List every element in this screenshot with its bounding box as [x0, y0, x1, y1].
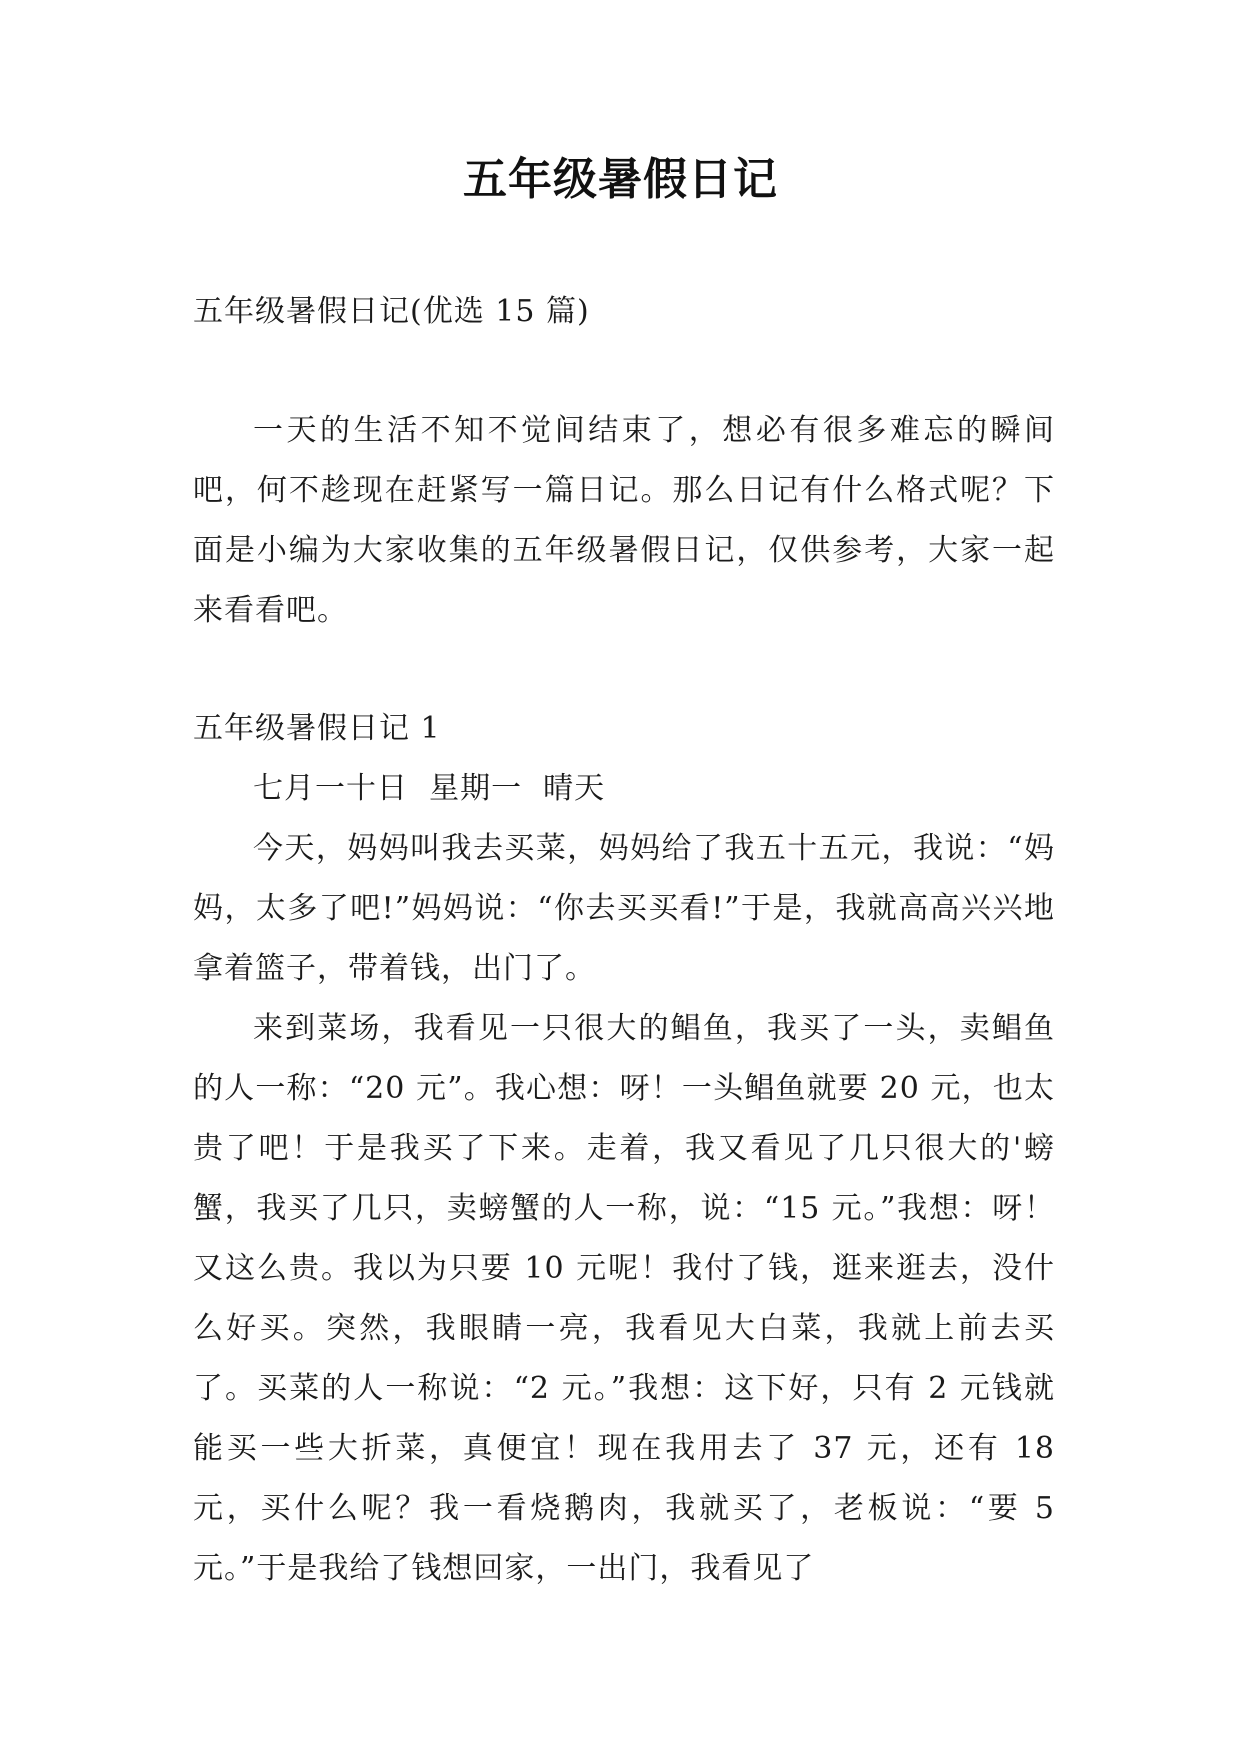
diary-paragraph: 来到菜场，我看见一只很大的鲳鱼，我买了一头，卖鲳鱼的人一称：“20 元”。我心想：呀！一头鲳鱼就要 20 元，也太贵了吧！于是我买了下来。走着，我又看见了几只很大的'螃蟹，我买了几只，卖螃蟹的人一称，说：“15 元。”我想：呀！又这么贵。我以为只要 10 元呢！我付了钱，逛来逛去，没什么好买。突然，我眼睛一亮，我看见大白菜，我就上前去买了。买菜的人一称说：“2 元。”我想：这下好，只有 2 元钱就能买一些大折菜，真便宜！现在我用去了 37 元，还有 18 元，买什么呢？我一看烧鹅肉，我就买了，老板说：“要 5 元。”于是我给了钱想回家，一出门，我看见了 — [193, 1011, 1055, 1586]
document-body — [193, 282, 1055, 1599]
diary-date-line: 七月一十日 星期一 晴天 — [253, 771, 606, 806]
intro-paragraph: 一天的生活不知不觉间结束了，想必有很多难忘的瞬间吧，何不趁现在赶紧写一篇日记。那么日记有什么格式呢？下面是小编为大家收集的五年级暑假日记，仅供参考，大家一起来看看吧。 — [193, 413, 1055, 628]
document-subtitle: 五年级暑假日记(优选 15 篇) — [193, 294, 590, 329]
diary-paragraph: 今天，妈妈叫我去买菜，妈妈给了我五十五元，我说：“妈妈，太多了吧!”妈妈说：“你去买买看!”于是，我就高高兴兴地拿着篮子，带着钱，出门了。 — [193, 831, 1055, 986]
section-heading: 五年级暑假日记 1 — [193, 711, 441, 746]
document-title: 五年级暑假日记 — [463, 154, 778, 205]
